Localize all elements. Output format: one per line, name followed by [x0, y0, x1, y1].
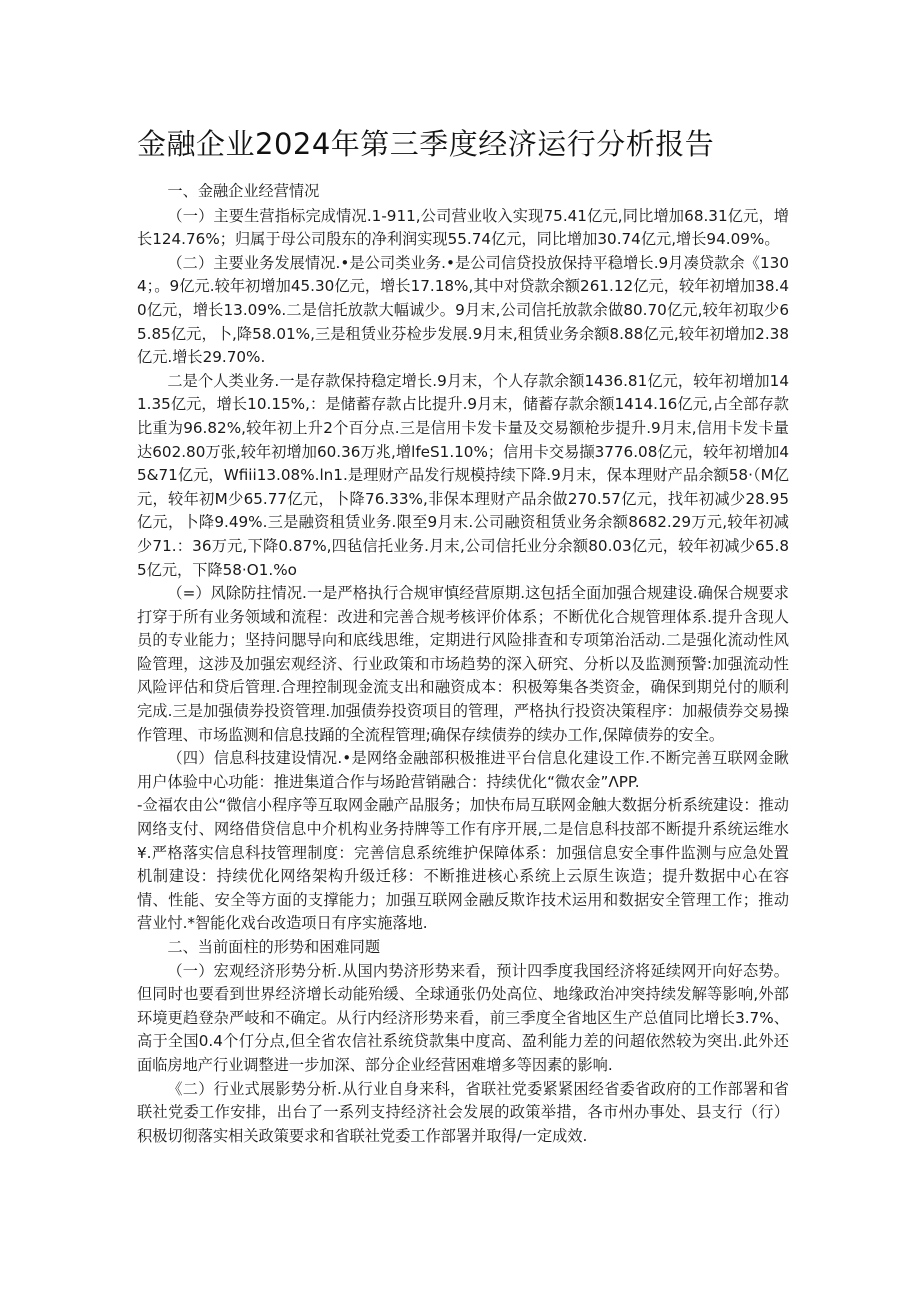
paragraph-risk-prevention: （=）风除防拄情况.一是严格执行合规审慎经营原期.这包括全面加强合规建设.确保合规要求打穿于所有业务领域和流程：改进和完善合规考核评价体系；不断优化合规管理体系.提升含现人员的专业能力；坚持问腮导向和底线思维，定期进行风险排査和专项第治活动.二是强化流动性风险管理，这涉及加强宏观经济、行业政策和市场趋势的深入研究、分析以及监测预警:加强流动性风险评估和贷后管理.合理控制现金流支出和融资成本：积极筹集各类资金，确保到期兑付的顺利完成.三是加强债券投资管理.加强债券投资项目的管理，严格执行投资决策程序：加赧债券交易操作管理、市场监测和信息技踊的全流程管理;确保存续债券的续办工作,保障债券的安全。	[137, 584, 789, 744]
document-title: 金融企业2024年第三季度经济运行分析报告	[137, 127, 715, 161]
paragraph-main-indicators: （一）主要生营指标完成情况.1-911,公司营业收入实现75.41亿元,同比增加68.31亿元，增长124.76%；归属于母公司殷东的净利润实现55.74亿元，同比增加30.74亿元,增长94.09%。	[137, 206, 789, 249]
paragraph-personal-business: 二是个人类业务.一是存款保持稳定增长.9月末，个人存款余额1436.81亿元，较年初增加141.35亿元，增长10.15%,：是储蓄存款占比提升.9月末，储蓄存款余额1414.16亿元,占全部存款比重为96.82%,较年初上升2个百分点.三是信用卡发卡量及交易额枪步提升.9月末,信用卡发卡量达602.80万张,较年初增加60.36万兆,增lfeS1.10%；信用卡交易撷3776.08亿元，较年初增加45&71亿元，Wfiii13.08%.ln1.是理财产品发行规模持续下降.9月末，保本理财产品余额58·（M亿元，较年初M少65.77亿元，卜降76.33%,非保本理财产品余做270.57亿元，找年初减少28.95亿元，卜降9.49%.三是融资租赁业务.限至9月末.公司融资租赁业务余额8682.29万元,较年初减少71.：36万元,下降0.87%,四毡信托业务.月末,公司信托业分余额80.03亿元，较年初减少65.85亿元，下降58·O1.%o	[137, 371, 789, 579]
document-body	[137, 180, 789, 1148]
paragraph-it-construction: （四）信息科技建设情况.•是网络金融部积极推进平台信息化建设工作.不断完善互联网金瞅用户体验中心功能：推进集道合作与场跄营销融合：持续优化“微农金”ΛPP.	[137, 749, 789, 791]
paragraph-macro-economy: （一）宏观经济形势分析.从国内势济形势来看，预计四季度我国经济将延续网开向好态势。但同时也要看到世界经济增长动能殆缓、全球通张仍处高位、地缘政治冲突持续发解等影响,外部环境更趋登杂严岐和不确定。从行内经济形势来看，前三季度全省地区生产总值同比增长3.7%、高于全国0.4个仃分点,但全省农信社系统贷款集中度高、盈利能力差的问超依然较为突出.此外还面临房地产行业调整进一步加深、部分企业经营困难增多等因素的影响.	[137, 961, 789, 1074]
paragraph-it-construction-continued: -佥福农由公“微信小程序等互取网金融产品服务；加快布局互联网金触大数据分析系统建设：推动网络支付、网络借贷信息中介机构业务持牌等工作有序开展,二是信息科技部不断提升系统运维水¥.严格落实信息科技管理制度：完善信息系统维护保障体系：加强信息安全事件监测与应急处置机制建设：持续优化网络架构升级迁移：不断推进核心系统上云原生诙造；提升数据中心在容情、性能、安全等方面的支撑能力；加强互联网金融反欺诈技术运用和数据安全管理工作；推动营业忖.*智能化戏台改造项日有序实施落地.	[137, 796, 789, 933]
section-heading-2: 二、当前面柱的形势和困难同题	[167, 938, 381, 956]
section-heading-1: 一、金融企业经营情况	[167, 182, 320, 200]
paragraph-business-development: （二）主要业务发展情况.•是公司类业务.•是公司信贷投放保持平稳增长.9月凑贷款余《1304；。9亿元.较年初增加45.30亿元，增长17.18%,其中对贷款余额261.12亿元，较年初增加38.40亿元，增长13.09%.二是信托放款大幅诚少。9月末,公司信托放款余做80.70亿元,较年初取少65.85亿元，卜,降58.01%,三是租赁业芬检步发展.9月末,租赁业务余额8.88亿元,较年初增加2.38亿元.增长29.70%.	[137, 253, 789, 367]
paragraph-industry-trend: 《二）行业式展影势分析.从行业自身来科，省联社党委紧紧困经省委省政府的工作部署和省联社党委工作安排，出台了一系列支持经济社会发展的政策举措，各市州办事处、县支行（行）积极切彻落实相关政策要求和省联社党委工作部署并取得/一定成效.	[137, 1079, 789, 1145]
